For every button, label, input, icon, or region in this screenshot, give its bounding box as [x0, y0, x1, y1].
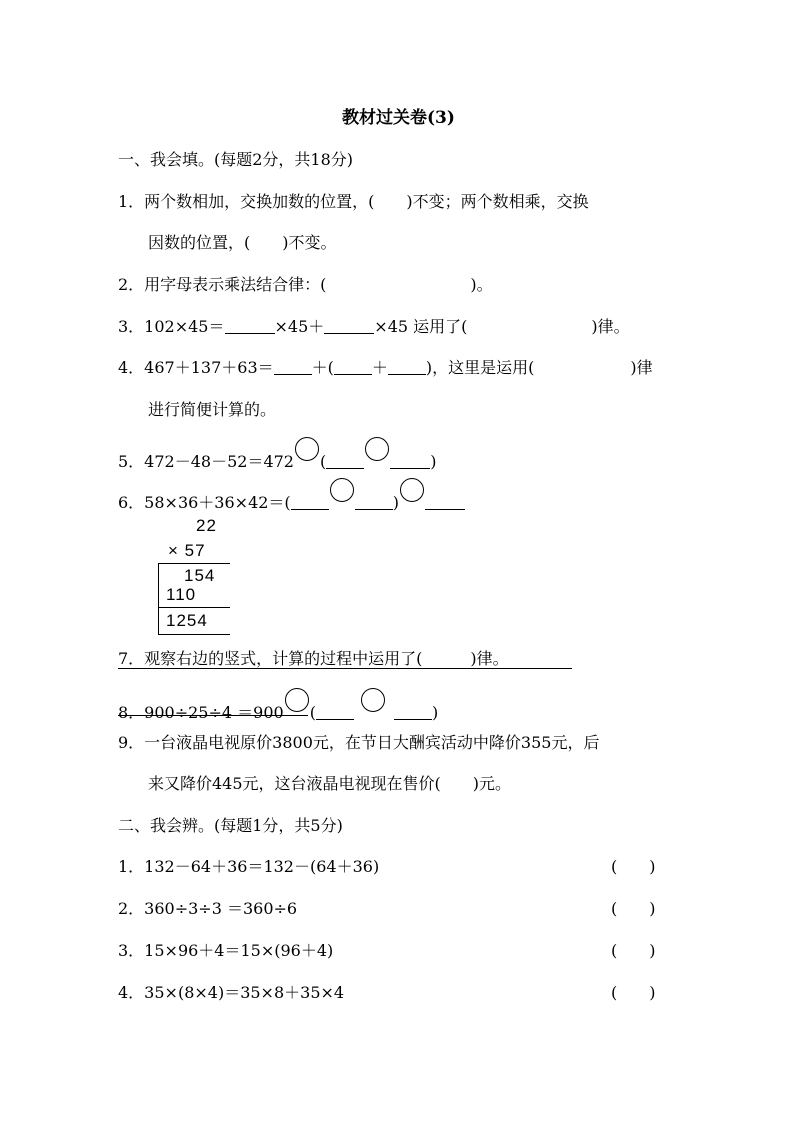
q8-text-a: 8．900÷25÷4 ＝900: [118, 703, 284, 722]
q4-blank-2[interactable]: [334, 358, 372, 375]
question-4: [118, 358, 653, 378]
q6-text-b: ): [392, 493, 399, 512]
vertical-row-3: 154: [184, 566, 216, 585]
question-1-line1: 1．两个数相加，交换加数的位置，( )不变；两个数相乘，交换: [118, 192, 589, 211]
question-9-line2: 来又降价445元，这台液晶电视现在售价( )元。: [148, 774, 512, 793]
judge-item-3: 3．15×96＋4＝15×(96＋4): [118, 941, 334, 960]
judge-item-4: 4．35×(8×4)＝35×8＋35×4: [118, 983, 345, 1002]
q4-text-d: )，这里是运用(: [425, 358, 535, 377]
q6-blank-2[interactable]: [355, 493, 393, 510]
question-9-line1: 9．一台液晶电视原价3800元，在节日大酬宾活动中降价355元，后: [118, 733, 600, 752]
q3-text-b: ×45＋: [274, 317, 325, 336]
question-6: [118, 486, 465, 513]
page-title: 教材过关卷(3): [342, 108, 455, 128]
q8-blank-2[interactable]: [394, 703, 432, 720]
q5-blank-2[interactable]: [390, 452, 430, 469]
q4-blank-1[interactable]: [274, 358, 312, 375]
vertical-divider-2: [158, 607, 230, 608]
q4-blank-3[interactable]: [388, 358, 426, 375]
q6-text-a: 6．58×36＋36×42＝(: [118, 493, 291, 512]
judge-mark-1[interactable]: ( ): [611, 857, 656, 876]
q6-blank-1[interactable]: [291, 493, 329, 510]
q5-operator-circle-2[interactable]: [365, 437, 389, 461]
q4-text-e: )律: [630, 358, 653, 377]
vertical-bracket: [158, 563, 159, 634]
judge-mark-3[interactable]: ( ): [611, 941, 656, 960]
q8-operator-circle-2[interactable]: [361, 688, 385, 712]
judge-item-2: 2．360÷3÷3 ＝360÷6: [118, 899, 298, 918]
vertical-row-2: × 57: [168, 541, 206, 560]
question-7: 7．观察右边的竖式，计算的过程中运用了( )律。: [118, 649, 509, 668]
q5-operator-circle-1[interactable]: [295, 437, 319, 461]
q4-text-a: 4．467＋137＋63＝: [118, 358, 274, 377]
q5-text-c: ): [430, 452, 437, 471]
q8-operator-circle-1[interactable]: [285, 688, 309, 712]
question-5: [118, 445, 436, 472]
vertical-row-5: 1254: [166, 611, 208, 630]
q5-text-a: 5．472－48－52＝472: [118, 452, 294, 471]
q5-text-b: (: [319, 452, 327, 471]
q4-text-c: ＋: [371, 358, 388, 377]
judge-mark-2[interactable]: ( ): [611, 899, 656, 918]
q3-text-a: 3．102×45＝: [118, 317, 225, 336]
q8-text-b: (: [309, 703, 316, 722]
q3-text-c: ×45 运用了(: [374, 317, 468, 336]
section1-heading: 一、我会填。(每题2分，共18分): [118, 150, 354, 169]
q4-text-b: ＋(: [311, 358, 334, 377]
question-1-line2: 因数的位置，( )不变。: [148, 233, 337, 252]
q8-blank-1[interactable]: [316, 703, 354, 720]
section2-heading: 二、我会辨。(每题1分，共5分): [118, 816, 343, 835]
question-8-underline: [118, 715, 308, 716]
judge-mark-4[interactable]: ( ): [611, 983, 656, 1002]
question-8: [118, 696, 438, 723]
q6-blank-3[interactable]: [425, 493, 465, 510]
question-4-line2: 进行简便计算的。: [148, 400, 277, 419]
vertical-row-1: 22: [196, 516, 217, 535]
q5-blank-1[interactable]: [326, 452, 364, 469]
q3-blank-1[interactable]: [225, 317, 275, 334]
q8-text-c: ): [431, 703, 439, 722]
q3-blank-2[interactable]: [324, 317, 374, 334]
question-7-underline: [118, 668, 572, 669]
vertical-divider-3: [158, 634, 230, 635]
q6-operator-circle-1[interactable]: [330, 478, 354, 502]
q6-operator-circle-2[interactable]: [400, 478, 424, 502]
judge-item-1: 1．132－64＋36＝132－(64＋36): [118, 857, 380, 876]
q3-text-d: )律。: [591, 317, 630, 336]
question-2: 2．用字母表示乘法结合律：( )。: [118, 275, 493, 294]
vertical-divider-1: [158, 563, 230, 564]
question-3: [118, 317, 630, 337]
vertical-row-4: 110: [166, 585, 197, 604]
